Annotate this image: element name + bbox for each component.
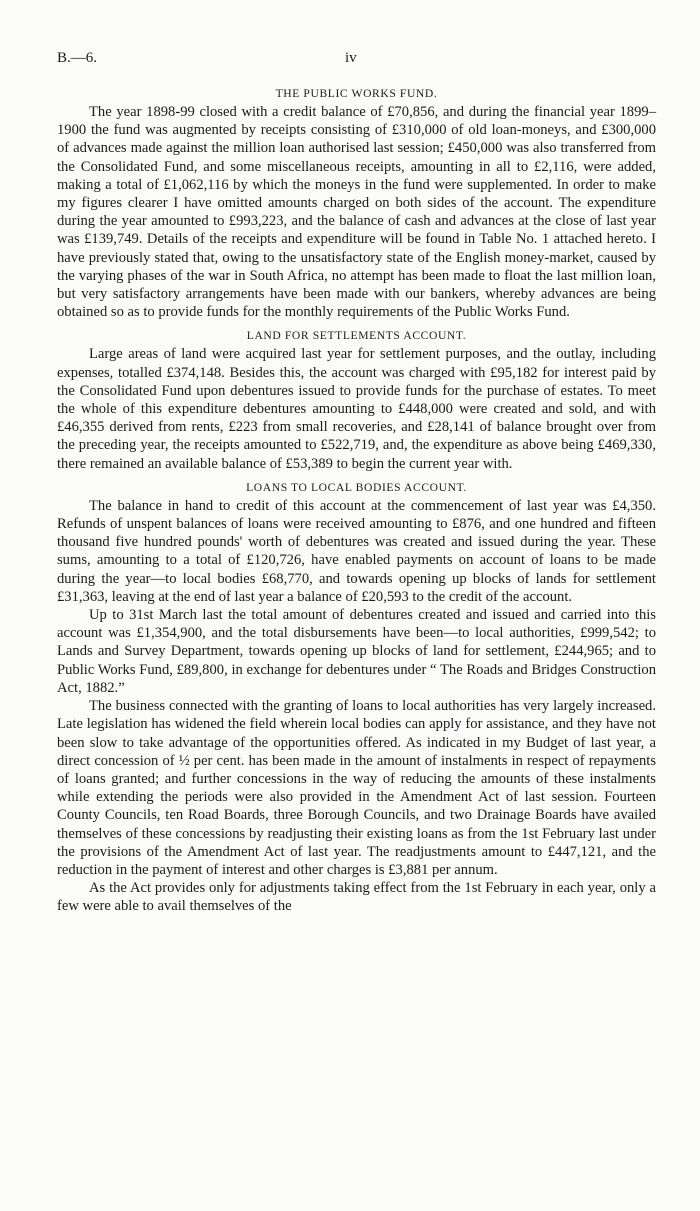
loans-paragraph-business: The business connected with the granting of loans to local authorities has very largely increased. Late legislation has widened the field wherein local bodies can apply for assistance, and they have not been slow to take advantage of the opportunities offered. As indicated in my Budget of last year, a direct concession of ½ per cent. has been made in the amount of instalments in respect of repayments of loans granted; and further concessions in the way of reducing the amounts of these instalments while extending the periods were also provided in the Amendment Act of last session. Fourteen County Councils, ten Road Boards, three Borough Councils, and two Drainage Boards have availed themselves of these concessions by readjusting their existing loans as from the 1st February last under the provisions of the Amendment Act of last year. The readjustments amount to £447,121, and the reduction in the payment of interest and other charges is £3,881 per annum. [57, 698, 656, 878]
document-body [57, 85, 656, 916]
section-title-public-works-fund: THE PUBLIC WORKS FUND. [275, 87, 438, 100]
land-for-settlements-paragraph: Large areas of land were acquired last year for settlement purposes, and the outlay, including expenses, totalled £374,148. Besides this, the account was charged with £95,182 for interest paid by the Consolidated Fund upon debentures issued to provide funds for the purchase of estates. To meet the whole of this expenditure debentures amounting to £448,000 were created and sold, and with £46,355 derived from rents, £223 from small recoveries, and £28,141 of balance brought over from the preceding year, the receipts amounted to £522,719, and, the expenditure as above being £469,330, there remained an available balance of £53,389 to begin the current year with. [57, 346, 656, 472]
document-reference: B.—6. [57, 50, 98, 66]
section-title-land-for-settlements: LAND FOR SETTLEMENTS ACCOUNT. [246, 329, 467, 343]
page-header [0, 50, 700, 74]
loans-paragraph-adjustments: As the Act provides only for adjustments taking effect from the 1st February in each year, only a few were able to avail themselves of the [57, 880, 656, 915]
loans-paragraph-debentures: Up to 31st March last the total amount of debentures created and issued and carried into this account was £1,354,900, and the total disbursements have been—to local authorities, £999,542; to Lands and Survey Department, towards opening up blocks of land for settlement, £244,965; and to Public Works Fund, £89,800, in exchange for debentures under “ The Roads and Bridges Construction Act, 1882.” [57, 607, 656, 696]
public-works-fund-paragraph: The year 1898-99 closed with a credit balance of £70,856, and during the financial year 1899–1900 the fund was augmented by receipts consisting of £310,000 of old loan-moneys, and £300,000 of advances made against the million loan authorised last session; £450,000 was also transferred from the Consolidated Fund, and some miscellaneous receipts, amounting in all to £2,116, were added, making a total of £1,062,116 by which the moneys in the fund were supplemented. In order to make my figures clearer I have omitted amounts charged on both sides of the account. The expenditure during the year amounted to £993,223, and the balance of cash and advances at the close of last year was £139,749. Details of the receipts and expenditure will be found in Table No. 1 attached hereto. I have previously stated that, owing to the unsatisfactory state of the English money-market, caused by the varying phases of the war in South Africa, no attempt has been made to float the last million loan, but very satisfactory arrangements have been made with our bankers, whereby advances are being obtained so as to provide funds for the monthly requirements of the Public Works Fund. [57, 104, 656, 321]
page-number: iv [345, 50, 357, 66]
section-title-loans-to-local-bodies: LOANS TO LOCAL BODIES ACCOUNT. [246, 480, 467, 494]
loans-paragraph-balance: The balance in hand to credit of this account at the commencement of last year was £4,350. Refunds of unspent balances of loans were received amounting to £876, and one hundred and fifteen thousand five hundred pounds' worth of debentures was created and issued during the year. These sums, amounting to a total of £120,726, have enabled payments on account of loans to be made during the year—to local bodies £68,770, and towards opening up blocks of lands for settlement £31,363, leaving at the end of last year a balance of £20,593 to the credit of the account. [57, 497, 656, 605]
